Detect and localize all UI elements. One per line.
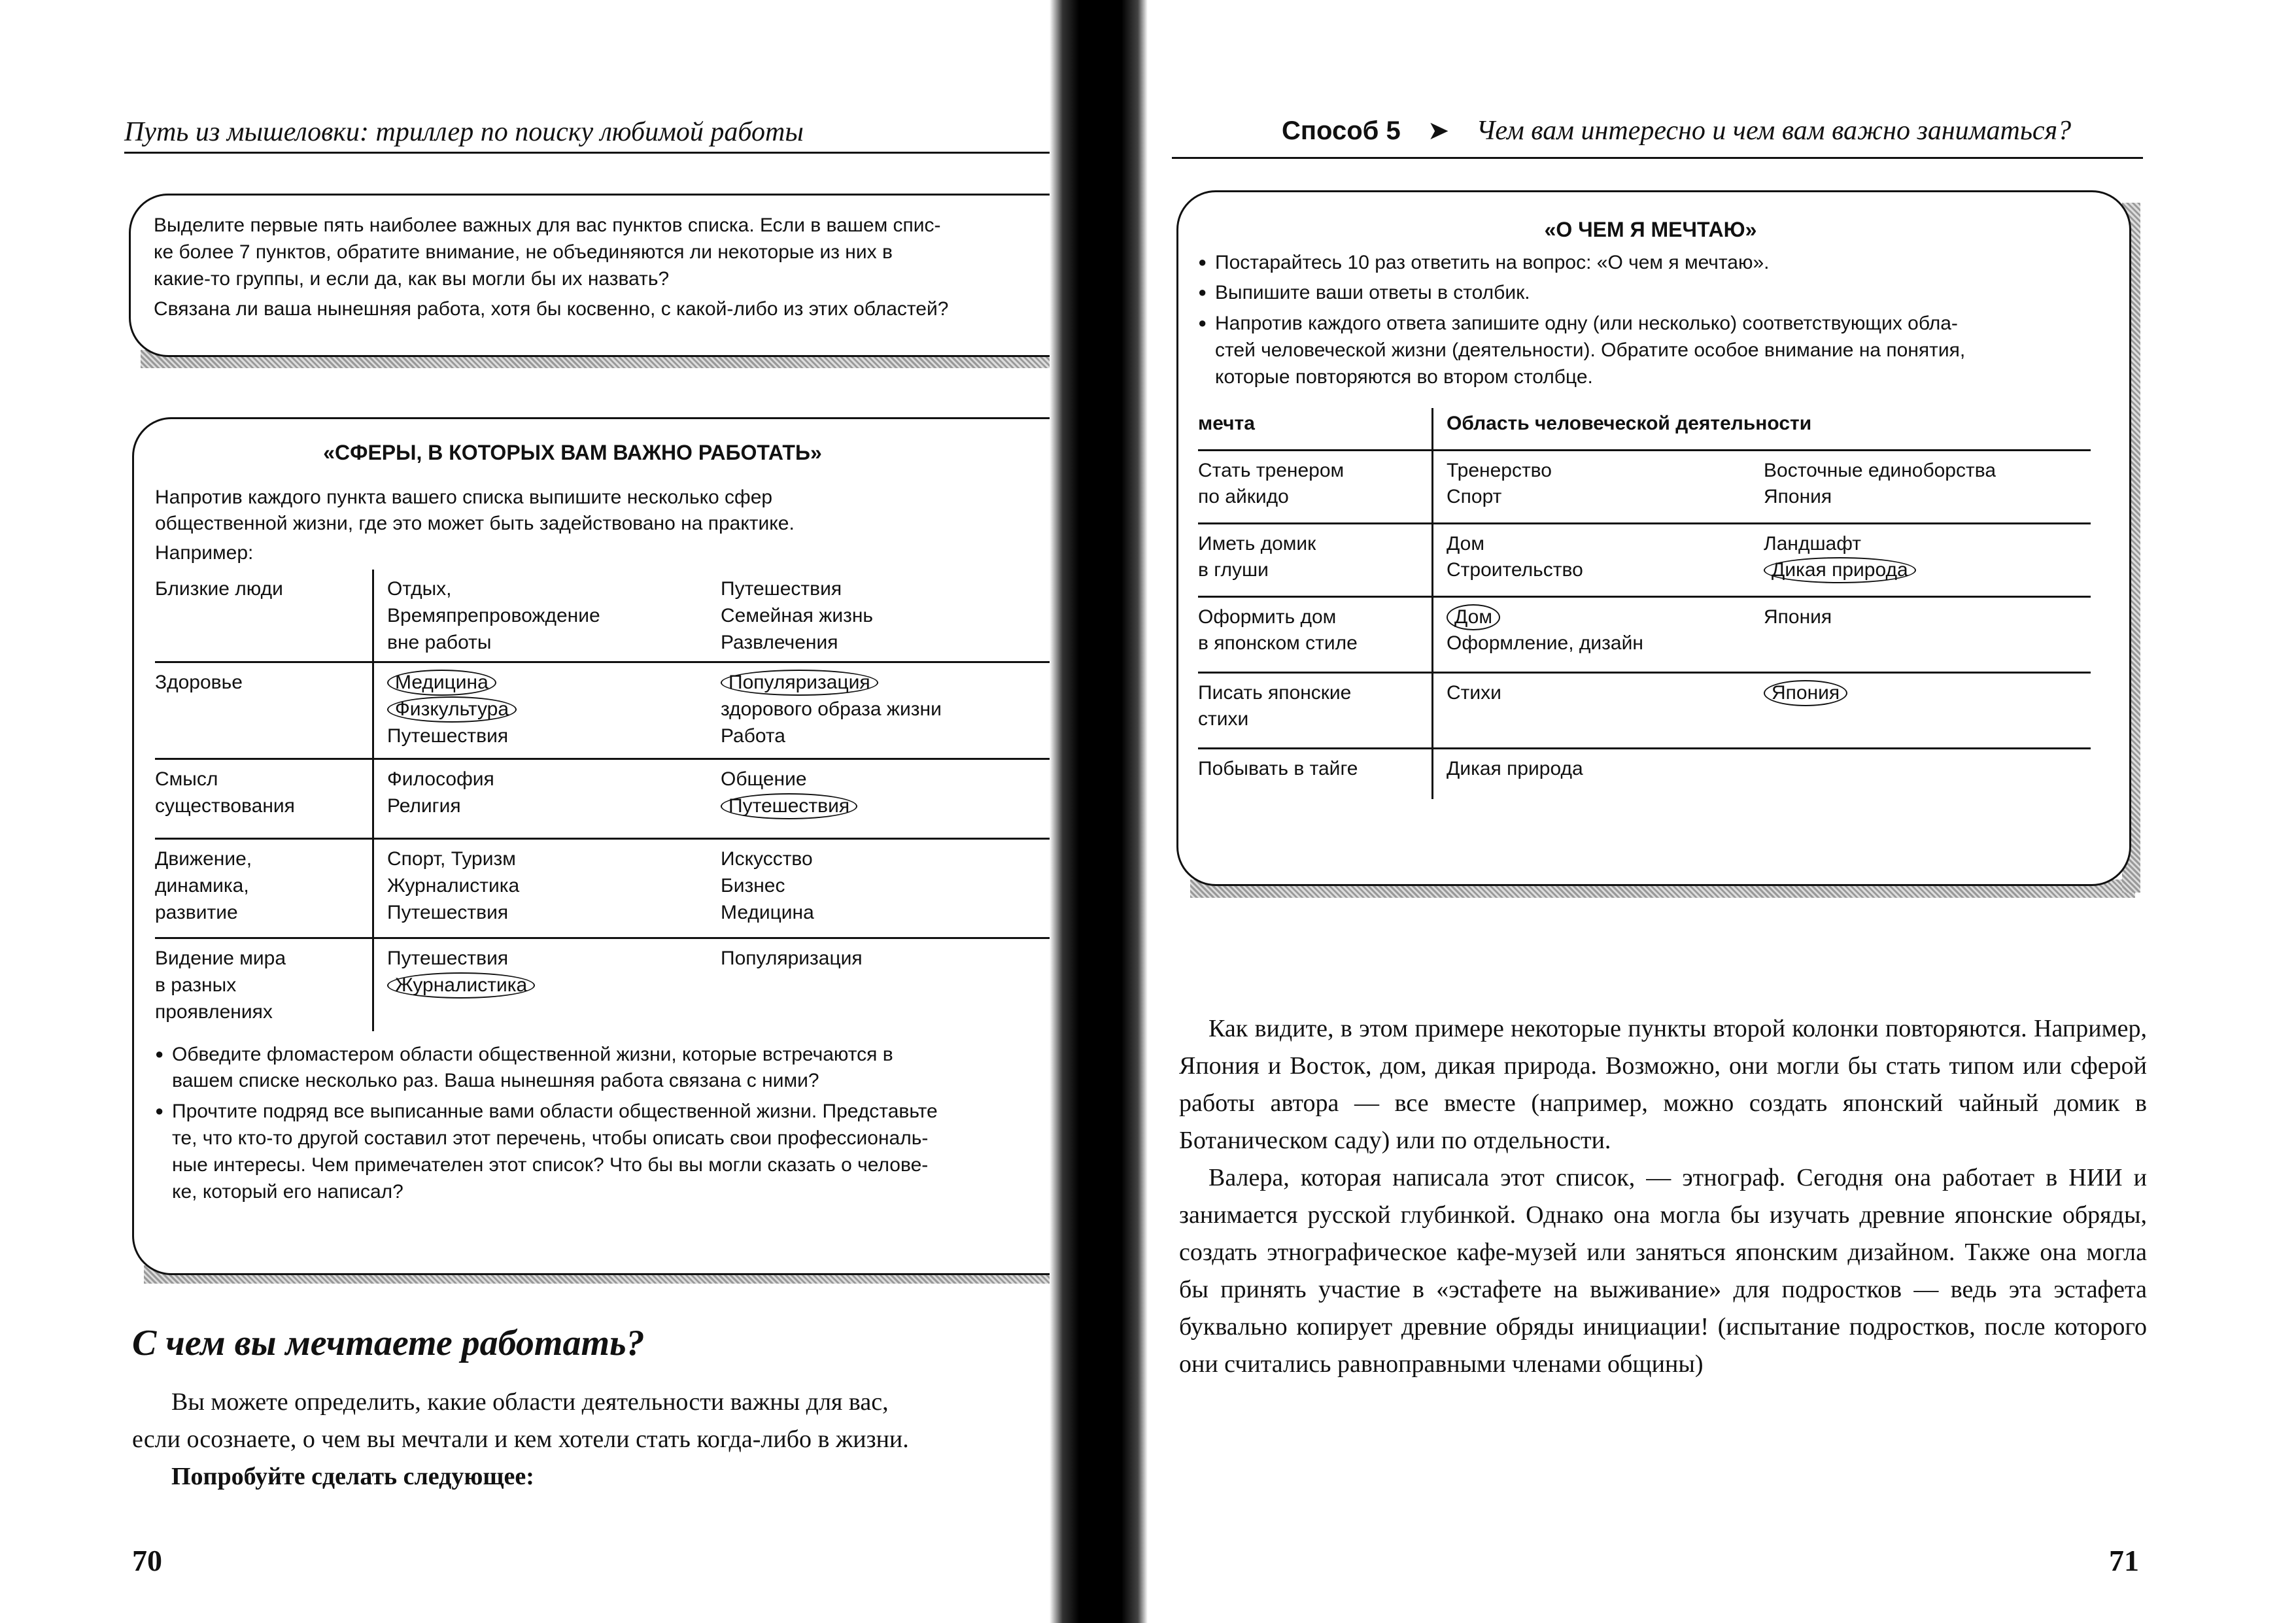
row-label: Движение, динамика, развитие: [155, 840, 374, 937]
cell-text: Путешествия: [387, 725, 509, 747]
cell-text: Путешествия: [387, 948, 509, 970]
row-cell: [721, 840, 1057, 937]
table-row: [1198, 598, 2091, 674]
cell-line: [1447, 630, 1764, 657]
cell-line: [1764, 557, 2091, 584]
row-label: Смысл существования: [155, 760, 374, 838]
cell-line: [387, 723, 721, 750]
cell-text: Отдых, Времяпрепровождение вне работы: [387, 577, 600, 653]
spheres-exercise-box: [132, 417, 1071, 1275]
header-cell: мечта: [1198, 408, 1433, 449]
row-cell: [1433, 524, 1764, 596]
cell-line: [1447, 458, 1764, 511]
table-row: [155, 939, 1057, 1031]
circled-item: Популяризация: [721, 670, 878, 696]
row-cell: [1764, 749, 2091, 799]
circled-item: Путешествия: [721, 793, 857, 819]
cell-line: [721, 576, 1057, 656]
row-cell: [1433, 598, 1764, 672]
cell-text: Япония: [1764, 606, 1832, 628]
cell-text: Дом Строительство: [1447, 532, 1583, 581]
cell-line: [1447, 531, 1764, 585]
bullet-item: ● Прочтите подряд все выписанные вами области общественной жизни. Представьте те, что кто-то другой составил этот перечень, чтобы описать свои профессиональ- ные интересы. Чем примечателен этот список? Что бы вы могли сказать о челове- ке, который его написал?: [155, 1099, 1057, 1205]
circled-item: Медицина: [387, 670, 496, 696]
section-title: С чем вы мечтаете работать?: [132, 1323, 645, 1363]
chapter-title: Чем вам интересно и чем вам важно заниматься?: [1476, 116, 2072, 146]
row-cell: [1764, 524, 2091, 596]
dreams-exercise-box: [1176, 190, 2131, 886]
cell-line: [721, 793, 1057, 820]
cell-text: Работа: [721, 725, 785, 747]
row-cell: [374, 570, 721, 661]
cell-text: Спорт, Туризм Журналистика Путешествия: [387, 848, 520, 923]
row-label: Видение мира в разных проявлениях: [155, 939, 374, 1031]
cell-line: [387, 946, 721, 972]
cell-line: [1764, 604, 2091, 631]
cell-line: [1764, 458, 2091, 511]
cell-text: здорового образа жизни: [721, 698, 942, 721]
body-text: [1179, 1010, 2147, 1383]
arrow-icon: ➤: [1427, 116, 1450, 145]
bullet-item: ● Напротив каждого ответа запишите одну (или несколько) соответствующих обла- стей человеческой жизни (деятельности). Обратите особое внимание на понятия, которые повторяются во втором столбце.: [1198, 311, 2103, 390]
body-paragraph: Валера, которая написала этот список, — этнограф. Сегодня она работает в НИИ и занимается русской глубинкой. Однако она могла бы изучать древние японские обряды, создать этнографическое кафе-музей или заняться японским дизайном. Также она могла бы принять участие в «эстафете на выживание» для подростков — ведь эта эстафета буквально копирует древние обряды инициации! (испытание подростков, после которого они считались равноправными членами общины): [1179, 1164, 2147, 1378]
row-cell: [1764, 674, 2091, 747]
bullet-item: ● Постарайтесь 10 раз ответить на вопрос: «О чем я мечтаю».: [1198, 250, 2103, 277]
cell-line: [1447, 604, 1764, 631]
row-cell: [721, 663, 1057, 758]
cell-line: [721, 766, 1057, 793]
row-cell: [1764, 451, 2091, 522]
table-row: [1198, 674, 2091, 749]
circled-item: Япония: [1764, 680, 1847, 706]
cell-text: Тренерство Спорт: [1447, 459, 1552, 508]
cell-text: Ландшафт: [1764, 532, 1861, 555]
row-cell: [374, 760, 721, 838]
row-cell: [721, 760, 1057, 838]
circled-item: Физкультура: [387, 696, 517, 723]
cell-text: Оформление, дизайн: [1447, 632, 1643, 655]
table-row: [155, 570, 1057, 663]
row-cell: [1764, 598, 2091, 672]
circled-item: Журналистика: [387, 972, 535, 999]
cell-line: [1447, 680, 1764, 707]
cell-text: Стихи: [1447, 681, 1501, 704]
dreams-table: [1198, 408, 2091, 799]
cell-line: [387, 696, 721, 723]
page-number: 70: [132, 1544, 162, 1577]
spheres-table: [155, 570, 1057, 1031]
example-label: Например:: [155, 542, 254, 564]
cell-line: [721, 696, 1057, 723]
header-rule: [1172, 157, 2143, 159]
cell-line: [387, 766, 721, 820]
row-label: Иметь домик в глуши: [1198, 524, 1433, 596]
body-paragraph: Как видите, в этом примере некоторые пункты второй колонки повторяются. Например, Япония и Восток, дом, дикая природа. Возможно, они могли бы стать типом или сферой работы автора — все вместе (например, можно создать японский чайный домик в Ботаническом саду) или по отдельности.: [1179, 1015, 2147, 1154]
cell-line: [721, 946, 1057, 972]
table-row: [155, 760, 1057, 840]
book-gutter: [1050, 0, 1148, 1623]
cell-line: [1447, 756, 1764, 783]
row-cell: [374, 663, 721, 758]
table-row: [155, 840, 1057, 939]
row-cell: [1433, 749, 1764, 799]
section-block: [132, 1320, 1048, 1495]
row-cell: [374, 939, 721, 1031]
running-head-left: Путь из мышеловки: триллер по поиску любимой работы: [124, 117, 804, 147]
box-title: «О ЧЕМ Я МЕЧТАЮ»: [1544, 218, 1757, 241]
table-row: [1198, 524, 2091, 598]
row-label: Стать тренером по айкидо: [1198, 451, 1433, 522]
row-cell: [1433, 674, 1764, 747]
bullet-item: ● Выпишите ваши ответы в столбик.: [1198, 280, 2103, 307]
bullet-list: [1198, 250, 2103, 391]
box-intro: Напротив каждого пункта вашего списка выпишите несколько сфер общественной жизни, где это может быть задействовано на практике.: [155, 486, 795, 535]
header-cell: Область человеческой деятельности: [1447, 412, 1812, 434]
row-label: Побывать в тайге: [1198, 749, 1433, 799]
cell-text: Искусство Бизнес Медицина: [721, 848, 814, 923]
circled-item: Дикая природа: [1764, 557, 1916, 583]
header-rule: [124, 152, 1059, 154]
cell-line: [721, 670, 1057, 696]
cell-text: Восточные единоборства Япония: [1764, 459, 1996, 508]
cell-line: [387, 972, 721, 999]
bullet-item: ● Обведите фломастером области общественной жизни, которые встречаются в вашем списке несколько раз. Ваша нынешняя работа связана с ними?: [155, 1042, 1057, 1095]
box-text: Связана ли ваша нынешняя работа, хотя бы косвенно, с какой-либо из этих областей?: [154, 298, 949, 320]
cell-line: [387, 576, 721, 656]
row-cell: [721, 939, 1057, 1031]
cell-text: Популяризация: [721, 948, 863, 970]
table-row: [155, 663, 1057, 760]
table-row: [1198, 749, 2091, 799]
cell-line: [1764, 680, 2091, 707]
cell-line: [1764, 531, 2091, 558]
cell-line: [721, 846, 1057, 926]
cell-line: [387, 670, 721, 696]
row-cell: [1433, 451, 1764, 522]
row-cell: [721, 570, 1057, 661]
bullet-list: [155, 1042, 1057, 1206]
circled-item: Дом: [1447, 604, 1500, 630]
table-row: [1198, 451, 2091, 524]
method-label: Способ 5: [1282, 116, 1401, 145]
body-bold: Попробуйте сделать следующее:: [171, 1463, 534, 1490]
cell-line: [721, 723, 1057, 750]
cell-text: Философия Религия: [387, 768, 494, 817]
row-label: Близкие люди: [155, 570, 374, 661]
running-head-right: [1282, 115, 2071, 146]
row-label: Оформить дом в японском стиле: [1198, 598, 1433, 672]
box-text: Выделите первые пять наиболее важных для вас пунктов списка. Если в вашем спис- ке более 7 пунктов, обратите внимание, не объединяются ли некоторые из них в какие-то группы, и если да, как вы могли бы их назвать?: [154, 214, 941, 290]
cell-line: [387, 846, 721, 926]
cell-text: Общение: [721, 768, 807, 791]
box-title: «СФЕРЫ, В КОТОРЫХ ВАМ ВАЖНО РАБОТАТЬ»: [323, 441, 822, 464]
table-header-row: [1198, 408, 2091, 451]
page-number: 71: [2109, 1544, 2139, 1577]
row-label: Здоровье: [155, 663, 374, 758]
instruction-box: [129, 194, 1071, 357]
cell-text: Путешествия Семейная жизнь Развлечения: [721, 577, 874, 653]
row-cell: [374, 840, 721, 937]
row-label: Писать японские стихи: [1198, 674, 1433, 747]
body-paragraph: Вы можете определить, какие области деятельности важны для вас, если осознаете, о чем вы мечтали и кем хотели стать когда-либо в жизни.: [132, 1388, 909, 1453]
cell-text: Дикая природа: [1447, 757, 1583, 779]
